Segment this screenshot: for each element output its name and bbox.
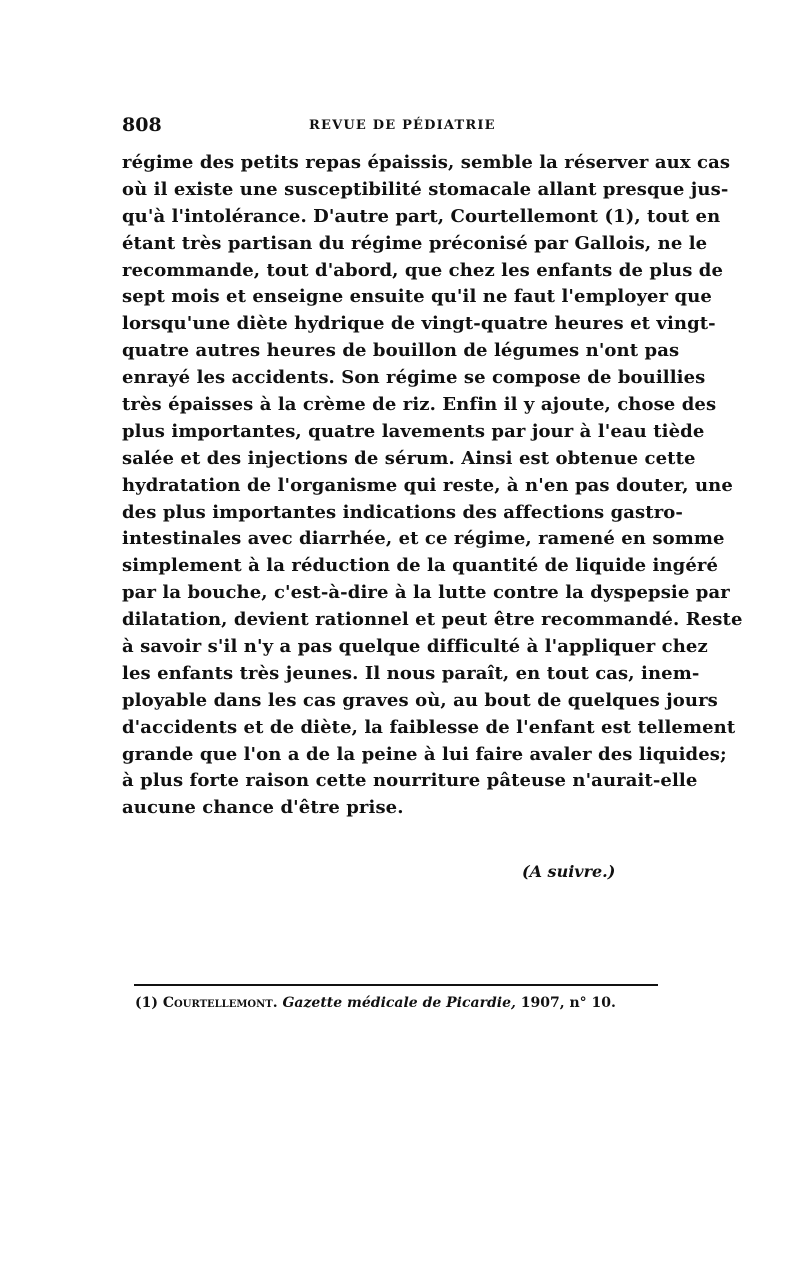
body-paragraph [122, 150, 743, 822]
journal-title: REVUE DE PÉDIATRIE [309, 118, 496, 133]
running-head [122, 114, 682, 144]
footnote-journal: Gazette médicale de Picardie, [282, 995, 516, 1011]
text-line: hydratation de l'organisme qui reste, à n'en pas douter, une [122, 474, 733, 496]
footnote-author: Courtellemont. [162, 995, 278, 1011]
to-be-continued: (A suivre.) [522, 862, 616, 881]
text-line: salée et des injections de sérum. Ainsi est obtenue cette [122, 447, 696, 469]
text-line: plus importantes, quatre lavements par jour à l'eau tiède [122, 420, 705, 442]
text-line: sept mois et enseigne ensuite qu'il ne faut l'employer que [122, 286, 712, 308]
text-line: lorsqu'une diète hydrique de vingt-quatre heures et vingt- [122, 313, 716, 335]
footnote-citation: 1907, n° 10. [520, 995, 616, 1011]
text-line: des plus importantes indications des affections gastro- [122, 501, 683, 523]
text-line: recommande, tout d'abord, que chez les enfants de plus de [122, 259, 724, 281]
text-line: grande que l'on a de la peine à lui faire avaler des liquides; [122, 743, 727, 765]
footnote-divider [134, 984, 658, 986]
page-number: 808 [122, 114, 162, 136]
text-line: intestinales avec diarrhée, et ce régime, ramené en somme [122, 528, 725, 550]
text-line: simplement à la réduction de la quantité de liquide ingéré [122, 555, 719, 577]
text-line: par la bouche, c'est-à-dire à la lutte contre la dyspepsie par [122, 582, 730, 604]
text-line: quatre autres heures de bouillon de légumes n'ont pas [122, 340, 680, 362]
text-line: d'accidents et de diète, la faiblesse de l'enfant est tellement [122, 716, 736, 738]
text-line: enrayé les accidents. Son régime se compose de bouillies [122, 367, 706, 389]
footnote [135, 995, 616, 1011]
text-line: aucune chance d'être prise. [122, 797, 404, 819]
text-line: ployable dans les cas graves où, au bout de quelques jours [122, 689, 718, 711]
text-line: qu'à l'intolérance. D'autre part, Courtellemont (1), tout en [122, 205, 721, 227]
text-line: les enfants très jeunes. Il nous paraît, en tout cas, inem- [122, 662, 700, 684]
text-line: à savoir s'il n'y a pas quelque difficulté à l'appliquer chez [122, 636, 708, 658]
footnote-marker: (1) [135, 995, 158, 1011]
text-line: où il existe une susceptibilité stomacale allant presque jus- [122, 178, 729, 200]
text-line: à plus forte raison cette nourriture pâteuse n'aurait-elle [122, 770, 698, 792]
text-line: dilatation, devient rationnel et peut être recommandé. Reste [122, 609, 743, 631]
text-line: étant très partisan du régime préconisé par Gallois, ne le [122, 232, 708, 254]
text-line: régime des petits repas épaissis, semble la réserver aux cas [122, 152, 731, 173]
text-line: très épaisses à la crème de riz. Enfin il y ajoute, chose des [122, 394, 717, 416]
